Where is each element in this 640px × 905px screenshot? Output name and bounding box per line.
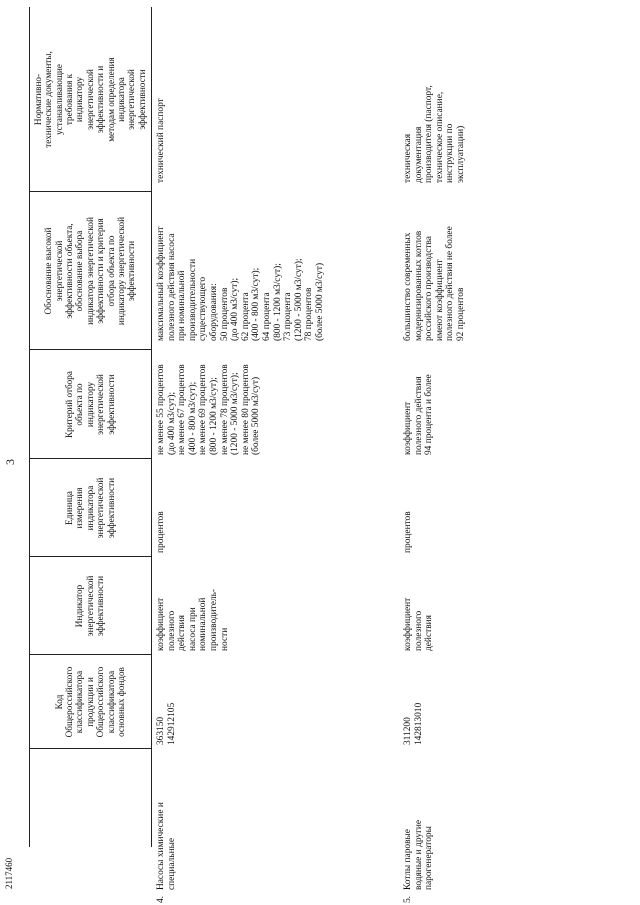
- cell-justification: максимальный коэффициент полезного действия насоса при номинальной производительности существующего оборудования: 50 процентов (до 400 м3/сут); 62 процента (400 - 800 м3/сут); 64 процента (800 - 1200 м3/сут); 73 процента (1200 - 5000 м3/сут); 78 процентов (более 5000 м3/сут): [156, 226, 325, 341]
- cell-name: Котлы паровые водяные и другие парогенераторы: [403, 819, 435, 890]
- table-header: [29, 7, 151, 847]
- row-number: 4.: [156, 895, 166, 903]
- cell-indicator: коэффициент полезного действия: [403, 597, 435, 651]
- header-code: Код Общероссийского классификатора продукции и Общероссийского классификатора основных фондов: [53, 666, 127, 738]
- header-indicator: Индикатор энергетической эффективности: [74, 575, 106, 637]
- cell-code: 363150 142912105: [156, 702, 177, 745]
- cell-criterion: коэффициент полезного действия 94 процента и более: [403, 374, 435, 455]
- row-number: 5.: [403, 895, 413, 903]
- page-number: 3: [3, 459, 17, 465]
- header-unit: Единица измерения индикатора энергетической эффективности: [63, 477, 116, 539]
- cell-documents: техническая документация производителя (паспорт, техническое описание, инструкции по эксплуатации): [403, 85, 466, 183]
- table-top-rule: [29, 7, 30, 847]
- document-code: 2117460: [4, 857, 14, 889]
- cell-justification: большинство современных модернизированных котлов российского производства имеют коэффициент полезного действия не более 92 процентов: [403, 226, 466, 341]
- cell-documents: технический паспорт: [156, 98, 166, 183]
- cell-criterion: не менее 55 процентов (до 400 м3/сут); не менее 67 процентов (400 - 800 м3/сут); не менее 69 процентов (800 - 1200 м3/сут); не менее 78 процентов (1200 - 5000 м3/сут); не менее 80 процентов (более 5000 м3/сут): [156, 364, 262, 455]
- cell-indicator: коэффициент полезного действия насоса при номинальной производитель- ности: [156, 588, 230, 651]
- cell-unit: процентов: [403, 511, 413, 553]
- header-name: [33, 749, 147, 847]
- cell-name: Насосы химические и специальные: [156, 802, 177, 890]
- cell-unit: процентов: [156, 511, 166, 553]
- header-justification: Обоснование высокой энергетической эффективности объекта, обоснование выбора индикатора энергетической эффективности и критерия отбора объекта по индикатору энергетической эффективности: [43, 216, 137, 326]
- header-documents: Нормативно- технические документы, устанавливающие требования к индикатору энергетической эффективности и методам определения индикатора энергетической эффективности: [32, 51, 147, 148]
- table-header-rule: [151, 7, 152, 847]
- criteria-table: [29, 7, 466, 903]
- header-criterion: Критерий отбора объекта по индикатору энергетической эффективности: [63, 371, 116, 438]
- cell-code: 311200 142813010: [403, 702, 424, 745]
